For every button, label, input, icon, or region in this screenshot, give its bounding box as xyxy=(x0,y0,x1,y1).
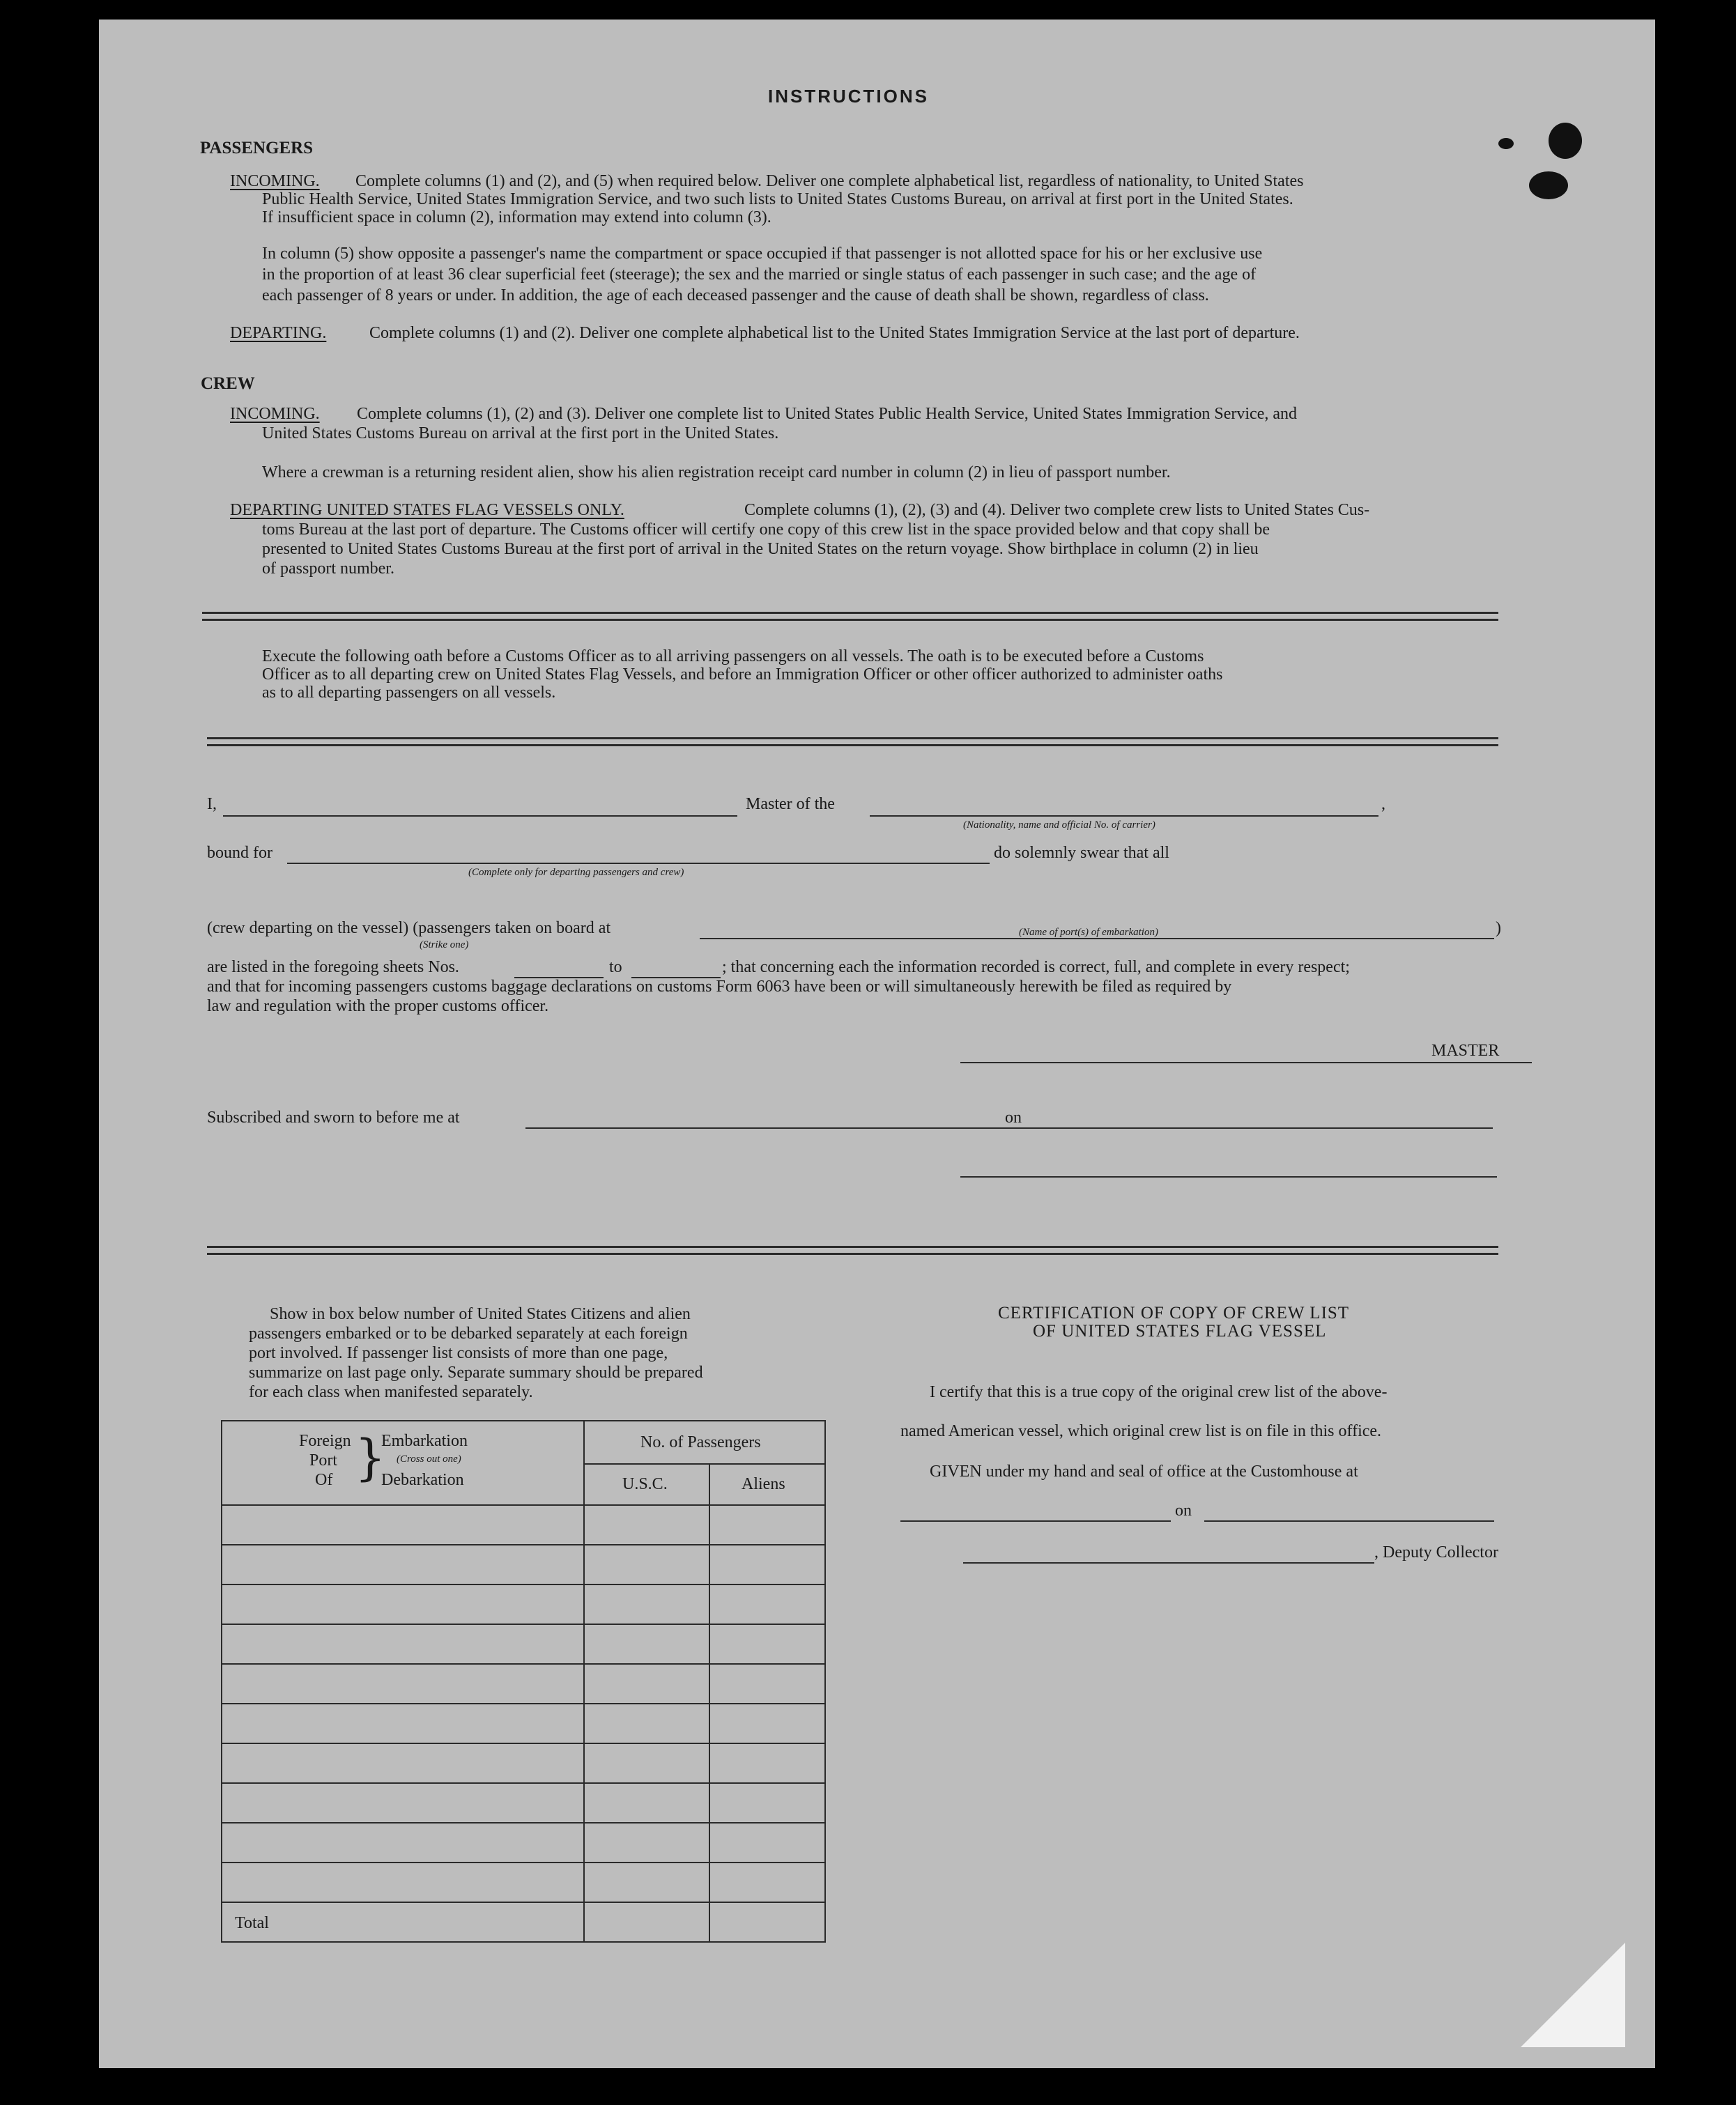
foreign-label: Foreign xyxy=(299,1432,351,1450)
swear-text: do solemnly swear that all xyxy=(994,844,1169,862)
row-line xyxy=(222,1544,826,1545)
carrier-field-note: (Nationality, name and official No. of carrier) xyxy=(963,819,1155,831)
crew-incoming-text: Complete columns (1), (2) and (3). Deliver one complete list to United States Public Health Service, United States Immigration Service, and xyxy=(357,405,1298,423)
column5-text: in the proportion of at least 36 clear superficial feet (steerage); the sex and the married or single status of each passenger in such case; and the age of xyxy=(262,265,1257,284)
brace-icon: } xyxy=(355,1429,386,1486)
column5-text: In column (5) show opposite a passenger's name the compartment or space occupied if that passenger is not allotted space for his or her exclusive use xyxy=(262,245,1263,263)
form-page xyxy=(99,20,1655,2068)
row-line xyxy=(222,1862,826,1863)
crew-departing-label: DEPARTING UNITED STATES FLAG VESSELS ONLY. xyxy=(230,501,624,519)
oath-intro: Execute the following oath before a Customs Officer as to all arriving passengers on all vessels. The oath is to be executed before a Customs xyxy=(262,647,1204,665)
section-divider xyxy=(202,612,1498,621)
certification-text: GIVEN under my hand and seal of office at the Customhouse at xyxy=(930,1463,1358,1481)
row-line xyxy=(222,1624,826,1625)
page-title: INSTRUCTIONS xyxy=(768,86,929,107)
usc-header: U.S.C. xyxy=(622,1475,668,1493)
ink-blot xyxy=(1498,138,1514,149)
summary-instructions: for each class when manifested separately. xyxy=(249,1383,533,1401)
master-of-label: Master of the xyxy=(746,795,835,813)
deputy-collector-label: , Deputy Collector xyxy=(1374,1543,1498,1562)
crew-resident-text: Where a crewman is a returning resident alien, show his alien registration receipt card number in column (2) in lieu of passport number. xyxy=(262,463,1171,481)
crew-departing-text: of passport number. xyxy=(262,560,394,578)
strike-one-note: (Strike one) xyxy=(420,939,469,950)
deputy-signature-field[interactable] xyxy=(963,1562,1374,1564)
oath-intro: Officer as to all departing crew on United States Flag Vessels, and before an Immigration Officer or other officer authorized to administer oaths xyxy=(262,665,1223,684)
listed-text: are listed in the foregoing sheets Nos. xyxy=(207,958,459,976)
no-of-passengers-header: No. of Passengers xyxy=(640,1433,761,1451)
comma: , xyxy=(1381,795,1385,813)
bound-for-label: bound for xyxy=(207,844,272,862)
master-name-field[interactable] xyxy=(223,815,737,817)
listed-text: ; that concerning each the information recorded is correct, full, and complete in every respect; xyxy=(722,958,1350,976)
passengers-heading: PASSENGERS xyxy=(200,139,314,157)
oath-i-label: I, xyxy=(207,795,217,813)
crew-departing-text: Complete columns (1), (2), (3) and (4). Deliver two complete crew lists to United States Cus- xyxy=(744,501,1370,519)
row-line xyxy=(222,1584,826,1585)
passengers-departing-text: Complete columns (1) and (2). Deliver one complete alphabetical list to the United States Immigration Service at the last port of departure. xyxy=(369,324,1300,342)
subscribed-text: Subscribed and sworn to before me at xyxy=(207,1109,460,1127)
row-line xyxy=(222,1782,826,1784)
close-paren: ) xyxy=(1496,919,1501,937)
officer-signature-field[interactable] xyxy=(960,1176,1497,1178)
summary-instructions: port involved. If passenger list consists of more than one page, xyxy=(249,1344,668,1362)
row-line xyxy=(222,1743,826,1744)
aliens-header: Aliens xyxy=(742,1475,785,1493)
sworn-on-label: on xyxy=(1005,1109,1022,1127)
summary-instructions: summarize on last page only. Separate summary should be prepared xyxy=(249,1364,703,1382)
crew-incoming-text: United States Customs Bureau on arrival at the first port in the United States. xyxy=(262,424,779,442)
certification-text: named American vessel, which original crew list is on file in this office. xyxy=(900,1422,1382,1440)
certification-on-label: on xyxy=(1175,1502,1192,1520)
row-line xyxy=(222,1663,826,1665)
crew-departing-text: presented to United States Customs Bureau at the first port of arrival in the United States on the return voyage. Show birthplace in column (2) in lieu xyxy=(262,540,1259,558)
crew-departing-clause: (crew departing on the vessel) (passengers taken on board at xyxy=(207,919,611,937)
certification-heading: CERTIFICATION OF COPY OF CREW LIST xyxy=(998,1304,1350,1323)
folded-corner xyxy=(1521,1943,1625,2047)
ink-blot xyxy=(1549,123,1582,159)
row-line xyxy=(222,1703,826,1704)
master-signature-field[interactable] xyxy=(960,1062,1532,1063)
oath-intro: as to all departing passengers on all vessels. xyxy=(262,684,556,702)
total-label: Total xyxy=(235,1914,269,1932)
row-line xyxy=(222,1902,826,1903)
passengers-incoming-label: INCOMING. xyxy=(230,172,320,190)
of-label: Of xyxy=(315,1471,333,1489)
embarkation-label: Embarkation xyxy=(381,1432,468,1450)
section-divider xyxy=(207,1246,1498,1255)
port-label: Port xyxy=(309,1451,338,1470)
passengers-incoming-text: Complete columns (1) and (2), and (5) when required below. Deliver one complete alphabetical list, regardless of nationality, to United States xyxy=(355,172,1304,190)
passenger-summary-table xyxy=(221,1420,826,1943)
customhouse-field[interactable] xyxy=(900,1520,1171,1522)
crew-departing-text: toms Bureau at the last port of departure. The Customs officer will certify one copy of this crew list in the space provided below and that copy shall be xyxy=(262,521,1270,539)
crew-incoming-label: INCOMING. xyxy=(230,405,320,423)
column5-text: each passenger of 8 years or under. In addition, the age of each deceased passenger and the cause of death shall be shown, regardless of class. xyxy=(262,286,1209,304)
listed-text: and that for incoming passengers customs baggage declarations on customs Form 6063 have been or will simultaneously herewith be filed as required by xyxy=(207,978,1232,996)
carrier-field[interactable] xyxy=(870,815,1378,817)
header-bottom xyxy=(222,1504,826,1506)
sworn-date-field[interactable] xyxy=(1040,1127,1493,1129)
ink-blot xyxy=(1529,171,1568,199)
certification-date-field[interactable] xyxy=(1204,1520,1494,1522)
listed-text: law and regulation with the proper customs officer. xyxy=(207,997,549,1015)
row-line xyxy=(222,1822,826,1823)
cross-out-note: (Cross out one) xyxy=(397,1454,461,1465)
col-divider xyxy=(583,1421,585,1943)
crew-heading: CREW xyxy=(201,374,255,393)
section-divider xyxy=(207,737,1498,746)
certification-text: I certify that this is a true copy of the original crew list of the above- xyxy=(930,1383,1388,1401)
ports-note: (Name of port(s) of embarkation) xyxy=(1019,927,1158,938)
header-divider xyxy=(583,1463,826,1465)
certification-heading: OF UNITED STATES FLAG VESSEL xyxy=(1033,1322,1327,1341)
passengers-incoming-text: Public Health Service, United States Immigration Service, and two such lists to United States Customs Bureau, on arrival at first port in the United States. xyxy=(262,190,1293,208)
master-label: MASTER xyxy=(1431,1042,1500,1060)
to-label: to xyxy=(609,958,622,976)
debarkation-label: Debarkation xyxy=(381,1471,464,1489)
bound-for-note: (Complete only for departing passengers and crew) xyxy=(468,867,684,878)
summary-instructions: passengers embarked or to be debarked separately at each foreign xyxy=(249,1325,688,1343)
passengers-departing-label: DEPARTING. xyxy=(230,324,327,342)
summary-instructions: Show in box below number of United States Citizens and alien xyxy=(270,1305,691,1323)
passengers-incoming-text: If insufficient space in column (2), information may extend into column (3). xyxy=(262,208,771,226)
bound-for-field[interactable] xyxy=(287,863,990,864)
